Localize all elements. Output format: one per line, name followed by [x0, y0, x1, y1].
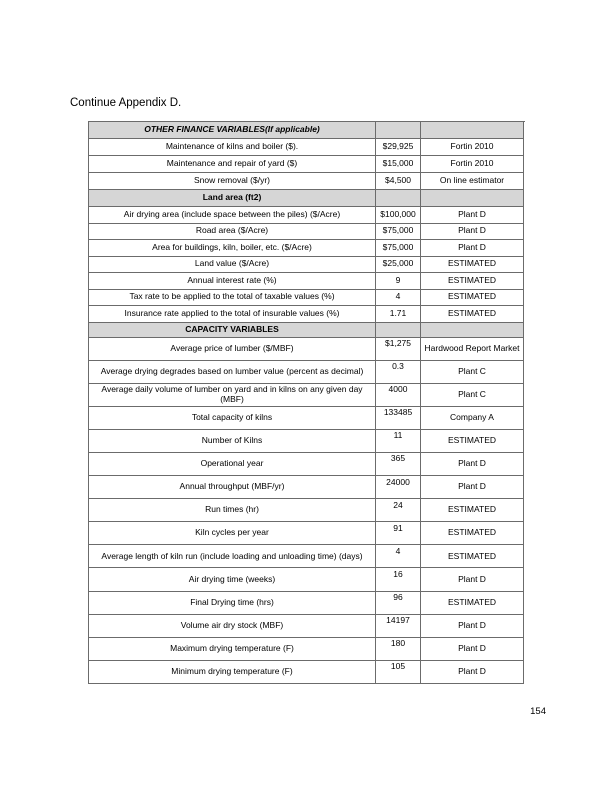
row-source: ESTIMATED	[421, 290, 524, 307]
row-label: Average price of lumber ($/MBF)	[89, 338, 376, 361]
row-source: Company A	[421, 407, 524, 430]
table-row	[89, 207, 525, 224]
table-row	[89, 430, 525, 453]
row-label: Annual interest rate (%)	[89, 273, 376, 290]
row-label: Run times (hr)	[89, 499, 376, 522]
row-source: Plant D	[421, 568, 524, 591]
row-label: Average length of kiln run (include loading and unloading time) (days)	[89, 545, 376, 568]
row-label: Snow removal ($/yr)	[89, 173, 376, 190]
row-label: Operational year	[89, 453, 376, 476]
row-label: Minimum drying temperature (F)	[89, 661, 376, 684]
row-label: Total capacity of kilns	[89, 407, 376, 430]
row-value: 91	[376, 522, 421, 545]
table-row	[89, 568, 525, 591]
row-value: 4	[376, 545, 421, 568]
row-label: Insurance rate applied to the total of insurable values (%)	[89, 306, 376, 323]
row-value: $75,000	[376, 224, 421, 241]
section-header-label: OTHER FINANCE VARIABLES(If applicable)	[89, 122, 376, 139]
table-row	[89, 156, 525, 173]
row-label: Annual throughput (MBF/yr)	[89, 476, 376, 499]
table-row	[89, 615, 525, 638]
row-value: $29,925	[376, 139, 421, 156]
row-source: Plant D	[421, 661, 524, 684]
table-row	[89, 224, 525, 241]
row-source: ESTIMATED	[421, 257, 524, 274]
row-value: $4,500	[376, 173, 421, 190]
row-source: Plant D	[421, 476, 524, 499]
row-label: Air drying area (include space between the piles) ($/Acre)	[89, 207, 376, 224]
row-value: 4000	[376, 384, 421, 407]
row-source: Plant D	[421, 207, 524, 224]
section-header-source-cell	[421, 190, 524, 207]
row-value: 24000	[376, 476, 421, 499]
section-header-row	[89, 190, 525, 207]
table-row	[89, 545, 525, 568]
row-source: Plant D	[421, 638, 524, 661]
row-value: 24	[376, 499, 421, 522]
page-title: Continue Appendix D.	[70, 97, 182, 109]
appendix-table	[88, 121, 525, 684]
row-source: ESTIMATED	[421, 592, 524, 615]
section-header-row	[89, 122, 525, 139]
table-row	[89, 407, 525, 430]
row-label: Tax rate to be applied to the total of taxable values (%)	[89, 290, 376, 307]
section-header-value-cell	[376, 323, 421, 338]
table-row	[89, 139, 525, 156]
row-source: Fortin 2010	[421, 156, 524, 173]
row-source: ESTIMATED	[421, 273, 524, 290]
section-header-label: Land area (ft2)	[89, 190, 376, 207]
page-number: 154	[530, 706, 546, 717]
table-row	[89, 273, 525, 290]
row-value: $15,000	[376, 156, 421, 173]
row-label: Maximum drying temperature (F)	[89, 638, 376, 661]
row-value: 4	[376, 290, 421, 307]
row-source: ESTIMATED	[421, 306, 524, 323]
section-header-value-cell	[376, 122, 421, 139]
section-header-source-cell	[421, 122, 524, 139]
row-label: Road area ($/Acre)	[89, 224, 376, 241]
table-row	[89, 240, 525, 257]
row-value: 365	[376, 453, 421, 476]
row-source: ESTIMATED	[421, 545, 524, 568]
row-label: Air drying time (weeks)	[89, 568, 376, 591]
table-row	[89, 661, 525, 684]
row-source: ESTIMATED	[421, 499, 524, 522]
row-label: Land value ($/Acre)	[89, 257, 376, 274]
table-row	[89, 257, 525, 274]
row-label: Final Drying time (hrs)	[89, 592, 376, 615]
table-row	[89, 306, 525, 323]
table-row	[89, 173, 525, 190]
row-source: Plant C	[421, 384, 524, 407]
table-row	[89, 638, 525, 661]
row-source: Plant D	[421, 453, 524, 476]
row-label: Maintenance and repair of yard ($)	[89, 156, 376, 173]
row-label: Average daily volume of lumber on yard and in kilns on any given day (MBF)	[89, 384, 376, 407]
row-value: 96	[376, 592, 421, 615]
table-row	[89, 476, 525, 499]
row-source: Plant C	[421, 361, 524, 384]
row-source: Plant D	[421, 224, 524, 241]
table-row	[89, 499, 525, 522]
row-value: 9	[376, 273, 421, 290]
row-value: 1.71	[376, 306, 421, 323]
table-row	[89, 361, 525, 384]
section-header-value-cell	[376, 190, 421, 207]
row-value: 0.3	[376, 361, 421, 384]
row-value: 14197	[376, 615, 421, 638]
row-source: Hardwood Report Market	[421, 338, 524, 361]
section-header-label: CAPACITY VARIABLES	[89, 323, 376, 338]
table-row	[89, 384, 525, 407]
row-source: Plant D	[421, 615, 524, 638]
row-label: Kiln cycles per year	[89, 522, 376, 545]
row-label: Maintenance of kilns and boiler ($).	[89, 139, 376, 156]
table-row	[89, 290, 525, 307]
row-source: Fortin 2010	[421, 139, 524, 156]
row-value: $100,000	[376, 207, 421, 224]
section-header-source-cell	[421, 323, 524, 338]
table-row	[89, 522, 525, 545]
row-value: 133485	[376, 407, 421, 430]
row-source: Plant D	[421, 240, 524, 257]
table-row	[89, 592, 525, 615]
row-label: Volume air dry stock (MBF)	[89, 615, 376, 638]
row-source: On line estimator	[421, 173, 524, 190]
row-value: 180	[376, 638, 421, 661]
row-source: ESTIMATED	[421, 430, 524, 453]
table-row	[89, 453, 525, 476]
row-label: Number of Kilns	[89, 430, 376, 453]
row-value: 16	[376, 568, 421, 591]
table-row	[89, 338, 525, 361]
row-value: $75,000	[376, 240, 421, 257]
row-value: $1,275	[376, 338, 421, 361]
row-source: ESTIMATED	[421, 522, 524, 545]
row-value: 105	[376, 661, 421, 684]
section-header-row	[89, 323, 525, 338]
row-label: Average drying degrades based on lumber value (percent as decimal)	[89, 361, 376, 384]
row-value: $25,000	[376, 257, 421, 274]
row-value: 11	[376, 430, 421, 453]
row-label: Area for buildings, kiln, boiler, etc. ($/Acre)	[89, 240, 376, 257]
